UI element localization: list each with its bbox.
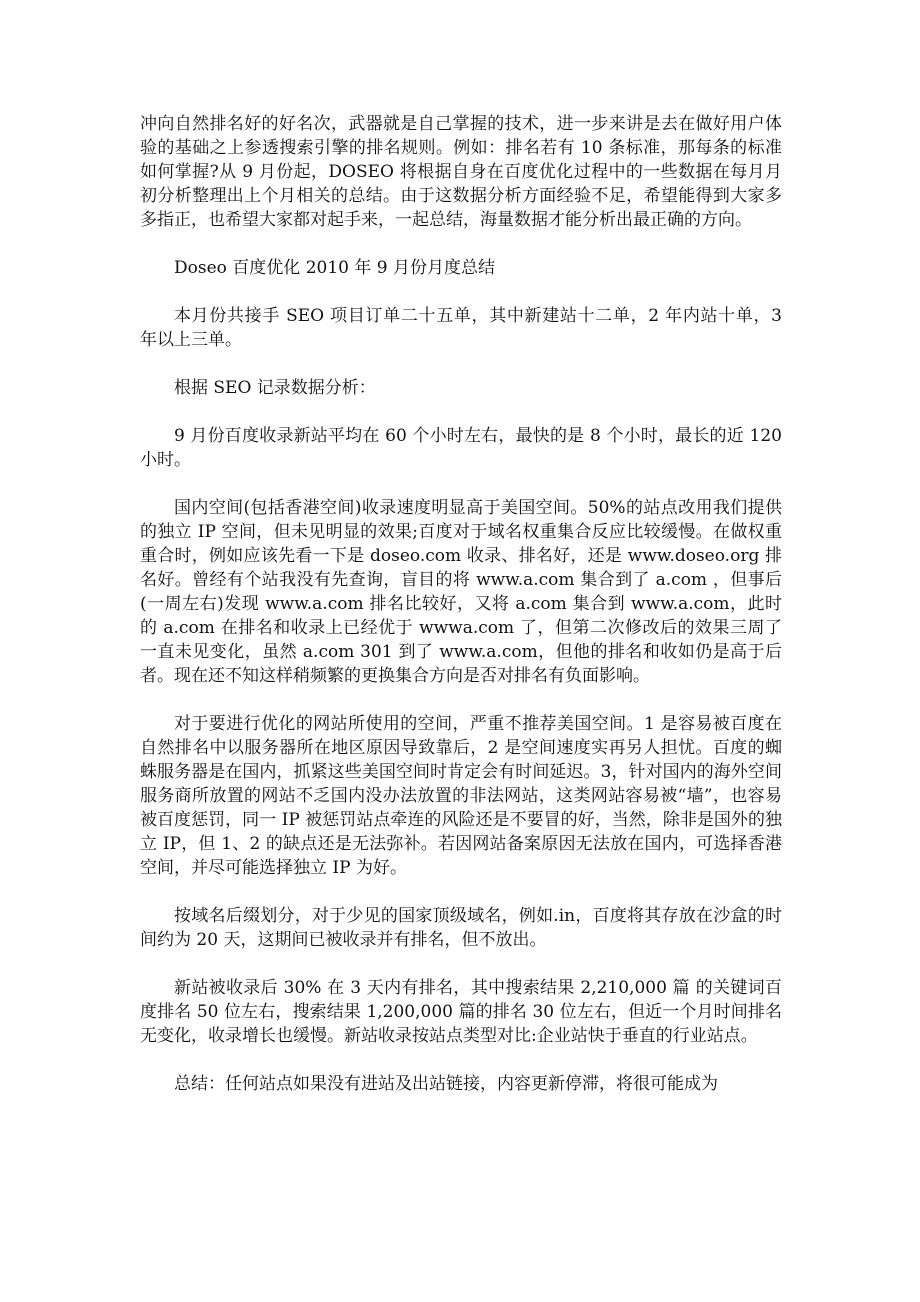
- indexing-time-paragraph: 9 月份百度收录新站平均在 60 个小时左右，最快的是 8 个小时，最长的近 120 小时。: [140, 426, 782, 470]
- us-hosting-paragraph: 对于要进行优化的网站所使用的空间，严重不推荐美国空间。1 是容易被百度在自然排名中以服务器所在地区原因导致靠后，2 是空间速度实再另人担忧。百度的蜘蛛服务器是在国内，抓紧这些美国空间时肯定会有时间延迟。3，针对国内的海外空间服务商所放置的网站不乏国内没办法放置的非法网站，这类网站容易被“墙”，也容易被百度惩罚，同一 IP 被惩罚站点牵连的风险还是不要冒的好，当然，除非是国外的独立 IP，但 1、2 的缺点还是无法弥补。若因网站备案原因无法放在国内，可选择香港空间，并尽可能选择独立 IP 为好。: [140, 714, 782, 878]
- hosting-speed-paragraph: 国内空间(包括香港空间)收录速度明显高于美国空间。50%的站点改用我们提供的独立 IP 空间，但未见明显的效果;百度对于域名权重集合反应比较缓慢。在做权重重合时，例如应该先看一下是 doseo.com 收录、排名好，还是 www.doseo.org 排名好。曾经有个站我没有先查询，盲目的将 www.a.com 集合到了 a.com ，但事后(一周左右)发现 www.a.com 排名比较好，又将 a.com 集合到 www.a.com，此时的 a.com 在排名和收录上已经优于 wwwa.com 了，但第二次修改后的效果三周了一直未见变化，虽然 a.com 301 到了 www.a.com，但他的排名和收如仍是高于后者。现在还不知这样稍频繁的更换集合方向是否对排名有负面影响。: [140, 498, 782, 686]
- summary-heading: Doseo 百度优化 2010 年 9 月份月度总结: [174, 258, 495, 278]
- document-body: [140, 112, 782, 1120]
- project-count-paragraph: 本月份共接手 SEO 项目订单二十五单，其中新建站十二单，2 年内站十单，3 年以上三单。: [140, 306, 782, 350]
- conclusion-paragraph: 总结：任何站点如果没有进站及出站链接，内容更新停滞，将很可能成为: [174, 1074, 718, 1094]
- analysis-heading: 根据 SEO 记录数据分析：: [174, 378, 376, 398]
- intro-paragraph: 冲向自然排名好的好名次，武器就是自己掌握的技术，进一步来讲是去在做好用户体验的基础之上参透搜索引擎的排名规则。例如：排名若有 10 条标准，那每条的标准如何掌握?从 9 月份起，DOSEO 将根据自身在百度优化过程中的一些数据在每月月初分析整理出上个月相关的总结。由于这数据分析方面经验不足，希望能得到大家多多指正，也希望大家都对起手来，一起总结，海量数据才能分析出最正确的方向。: [140, 114, 782, 230]
- ranking-paragraph: 新站被收录后 30% 在 3 天内有排名，其中搜索结果 2,210,000 篇 的关键词百度排名 50 位左右，搜索结果 1,200,000 篇的排名 30 位左右，但近一个月时间排名无变化，收录增长也缓慢。新站收录按站点类型对比:企业站快于垂直的行业站点。: [140, 978, 782, 1046]
- domain-suffix-paragraph: 按域名后缀划分，对于少见的国家顶级域名，例如.in，百度将其存放在沙盒的时间约为 20 天，这期间已被收录并有排名，但不放出。: [140, 906, 782, 950]
